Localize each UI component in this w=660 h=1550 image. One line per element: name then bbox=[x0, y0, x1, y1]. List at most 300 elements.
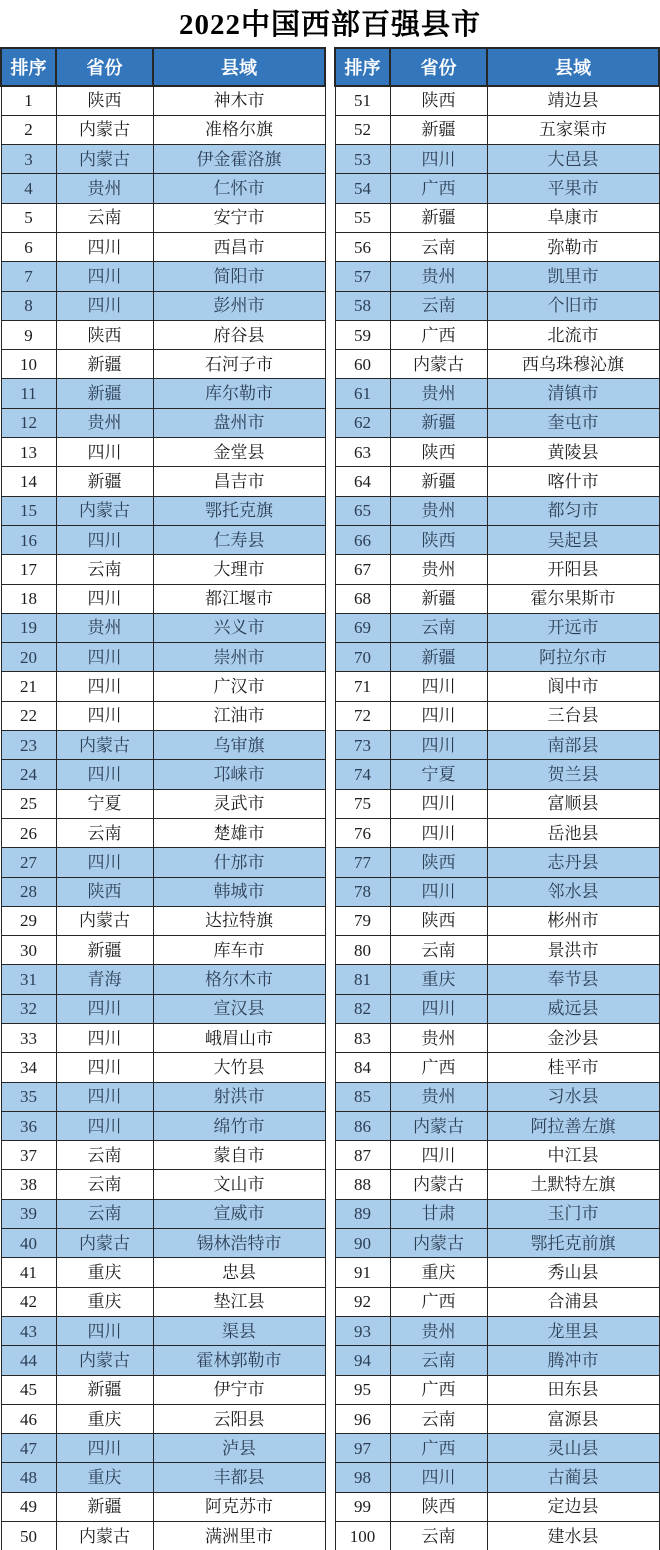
table-row bbox=[335, 232, 659, 261]
province-cell: 陕西 bbox=[390, 525, 487, 554]
province-cell: 四川 bbox=[56, 584, 153, 613]
county-cell: 三台县 bbox=[487, 701, 659, 730]
province-cell: 四川 bbox=[56, 643, 153, 672]
province-cell: 四川 bbox=[56, 1024, 153, 1053]
ranking-tables bbox=[0, 47, 660, 1550]
table-row bbox=[1, 1053, 325, 1082]
rank-cell: 51 bbox=[335, 86, 390, 115]
province-cell: 新疆 bbox=[56, 379, 153, 408]
rank-cell: 84 bbox=[335, 1053, 390, 1082]
county-cell: 鄂托克旗 bbox=[153, 496, 325, 525]
province-cell: 四川 bbox=[56, 994, 153, 1023]
county-cell: 锡林浩特市 bbox=[153, 1229, 325, 1258]
rank-cell: 46 bbox=[1, 1404, 56, 1433]
county-cell: 石河子市 bbox=[153, 350, 325, 379]
province-cell: 陕西 bbox=[390, 438, 487, 467]
county-cell: 神木市 bbox=[153, 86, 325, 115]
county-cell: 阜康市 bbox=[487, 203, 659, 232]
county-cell: 阿克苏市 bbox=[153, 1492, 325, 1521]
province-cell: 云南 bbox=[390, 291, 487, 320]
county-cell: 阆中市 bbox=[487, 672, 659, 701]
county-cell: 邻水县 bbox=[487, 877, 659, 906]
province-cell: 四川 bbox=[56, 1434, 153, 1463]
county-cell: 乌审旗 bbox=[153, 731, 325, 760]
county-cell: 都匀市 bbox=[487, 496, 659, 525]
table-row bbox=[1, 525, 325, 554]
province-cell: 广西 bbox=[390, 174, 487, 203]
rank-cell: 20 bbox=[1, 643, 56, 672]
county-cell: 霍尔果斯市 bbox=[487, 584, 659, 613]
table-row bbox=[1, 1522, 325, 1550]
rank-cell: 56 bbox=[335, 232, 390, 261]
county-cell: 桂平市 bbox=[487, 1053, 659, 1082]
province-cell: 陕西 bbox=[56, 86, 153, 115]
province-cell: 贵州 bbox=[56, 613, 153, 642]
rank-cell: 55 bbox=[335, 203, 390, 232]
county-cell: 韩城市 bbox=[153, 877, 325, 906]
county-cell: 凯里市 bbox=[487, 262, 659, 291]
table-row bbox=[1, 145, 325, 174]
table-row bbox=[1, 1346, 325, 1375]
county-cell: 伊金霍洛旗 bbox=[153, 145, 325, 174]
rank-cell: 49 bbox=[1, 1492, 56, 1521]
rank-cell: 7 bbox=[1, 262, 56, 291]
county-cell: 阿拉尔市 bbox=[487, 643, 659, 672]
table-row bbox=[1, 701, 325, 730]
province-cell: 贵州 bbox=[390, 262, 487, 291]
county-cell: 富源县 bbox=[487, 1404, 659, 1433]
county-cell: 金堂县 bbox=[153, 438, 325, 467]
county-cell: 灵山县 bbox=[487, 1434, 659, 1463]
county-cell: 鄂托克前旗 bbox=[487, 1229, 659, 1258]
table-row bbox=[1, 1229, 325, 1258]
province-cell: 四川 bbox=[56, 1082, 153, 1111]
rank-cell: 59 bbox=[335, 320, 390, 349]
county-cell: 满洲里市 bbox=[153, 1522, 325, 1550]
province-cell: 云南 bbox=[390, 1522, 487, 1550]
table-row bbox=[1, 1404, 325, 1433]
table-row bbox=[1, 818, 325, 847]
table-row bbox=[1, 174, 325, 203]
rank-cell: 2 bbox=[1, 115, 56, 144]
province-cell: 贵州 bbox=[390, 555, 487, 584]
table-row bbox=[335, 174, 659, 203]
county-cell: 开阳县 bbox=[487, 555, 659, 584]
county-cell: 楚雄市 bbox=[153, 818, 325, 847]
table-row bbox=[1, 994, 325, 1023]
table-row bbox=[335, 86, 659, 115]
province-cell: 新疆 bbox=[390, 467, 487, 496]
province-cell: 云南 bbox=[56, 555, 153, 584]
province-cell: 广西 bbox=[390, 320, 487, 349]
rank-cell: 23 bbox=[1, 731, 56, 760]
county-cell: 西昌市 bbox=[153, 232, 325, 261]
province-cell: 四川 bbox=[390, 877, 487, 906]
table-row bbox=[1, 1141, 325, 1170]
table-row bbox=[1, 379, 325, 408]
county-cell: 库尔勒市 bbox=[153, 379, 325, 408]
table-row bbox=[1, 350, 325, 379]
rank-cell: 17 bbox=[1, 555, 56, 584]
county-cell: 蒙自市 bbox=[153, 1141, 325, 1170]
county-cell: 垫江县 bbox=[153, 1287, 325, 1316]
county-cell: 仁寿县 bbox=[153, 525, 325, 554]
province-cell: 四川 bbox=[56, 701, 153, 730]
rank-cell: 57 bbox=[335, 262, 390, 291]
table-row bbox=[1, 1492, 325, 1521]
table-body-left bbox=[1, 86, 325, 1550]
rank-cell: 90 bbox=[335, 1229, 390, 1258]
rank-cell: 22 bbox=[1, 701, 56, 730]
table-row bbox=[335, 994, 659, 1023]
table-row bbox=[335, 877, 659, 906]
province-cell: 四川 bbox=[390, 145, 487, 174]
rank-cell: 9 bbox=[1, 320, 56, 349]
county-cell: 文山市 bbox=[153, 1170, 325, 1199]
rank-cell: 63 bbox=[335, 438, 390, 467]
rank-cell: 73 bbox=[335, 731, 390, 760]
rank-cell: 69 bbox=[335, 613, 390, 642]
county-cell: 彬州市 bbox=[487, 906, 659, 935]
county-cell: 绵竹市 bbox=[153, 1111, 325, 1140]
province-cell: 陕西 bbox=[390, 1492, 487, 1521]
rank-cell: 54 bbox=[335, 174, 390, 203]
province-cell: 内蒙古 bbox=[390, 1229, 487, 1258]
province-cell: 广西 bbox=[390, 1375, 487, 1404]
rank-cell: 76 bbox=[335, 818, 390, 847]
province-cell: 新疆 bbox=[56, 467, 153, 496]
table-row bbox=[1, 1463, 325, 1492]
table-row bbox=[1, 115, 325, 144]
province-cell: 四川 bbox=[56, 525, 153, 554]
county-cell: 忠县 bbox=[153, 1258, 325, 1287]
province-cell: 四川 bbox=[56, 232, 153, 261]
province-cell: 云南 bbox=[390, 613, 487, 642]
table-row bbox=[335, 701, 659, 730]
table-row bbox=[335, 438, 659, 467]
county-cell: 开远市 bbox=[487, 613, 659, 642]
province-cell: 内蒙古 bbox=[56, 1346, 153, 1375]
table-row bbox=[335, 672, 659, 701]
rank-cell: 96 bbox=[335, 1404, 390, 1433]
rank-cell: 32 bbox=[1, 994, 56, 1023]
rank-cell: 70 bbox=[335, 643, 390, 672]
province-cell: 四川 bbox=[56, 1111, 153, 1140]
county-cell: 弥勒市 bbox=[487, 232, 659, 261]
province-cell: 四川 bbox=[56, 672, 153, 701]
rank-cell: 61 bbox=[335, 379, 390, 408]
county-cell: 靖边县 bbox=[487, 86, 659, 115]
province-cell: 内蒙古 bbox=[56, 1522, 153, 1550]
rank-cell: 6 bbox=[1, 232, 56, 261]
county-cell: 云阳县 bbox=[153, 1404, 325, 1433]
county-cell: 丰都县 bbox=[153, 1463, 325, 1492]
province-cell: 新疆 bbox=[56, 350, 153, 379]
county-cell: 霍林郭勒市 bbox=[153, 1346, 325, 1375]
province-cell: 贵州 bbox=[390, 1316, 487, 1345]
rank-cell: 91 bbox=[335, 1258, 390, 1287]
table-row bbox=[335, 643, 659, 672]
rank-cell: 14 bbox=[1, 467, 56, 496]
rank-cell: 28 bbox=[1, 877, 56, 906]
province-cell: 陕西 bbox=[390, 86, 487, 115]
header-province: 省份 bbox=[390, 48, 487, 86]
province-cell: 陕西 bbox=[56, 320, 153, 349]
table-row bbox=[335, 1141, 659, 1170]
rank-cell: 33 bbox=[1, 1024, 56, 1053]
table-row bbox=[335, 760, 659, 789]
table-row bbox=[335, 965, 659, 994]
province-cell: 新疆 bbox=[390, 408, 487, 437]
header-row bbox=[335, 48, 659, 86]
province-cell: 云南 bbox=[390, 936, 487, 965]
province-cell: 贵州 bbox=[390, 1024, 487, 1053]
table-row bbox=[1, 877, 325, 906]
rank-cell: 27 bbox=[1, 848, 56, 877]
province-cell: 新疆 bbox=[56, 1492, 153, 1521]
rank-cell: 34 bbox=[1, 1053, 56, 1082]
province-cell: 四川 bbox=[390, 818, 487, 847]
province-cell: 云南 bbox=[390, 1346, 487, 1375]
rank-cell: 29 bbox=[1, 906, 56, 935]
table-row bbox=[335, 496, 659, 525]
header-row bbox=[1, 48, 325, 86]
table-row bbox=[335, 1375, 659, 1404]
table-row bbox=[335, 1404, 659, 1433]
province-cell: 重庆 bbox=[390, 1258, 487, 1287]
province-cell: 重庆 bbox=[56, 1463, 153, 1492]
table-row bbox=[1, 789, 325, 818]
table-row bbox=[1, 203, 325, 232]
county-cell: 个旧市 bbox=[487, 291, 659, 320]
rank-cell: 94 bbox=[335, 1346, 390, 1375]
rank-cell: 87 bbox=[335, 1141, 390, 1170]
province-cell: 宁夏 bbox=[56, 789, 153, 818]
county-cell: 田东县 bbox=[487, 1375, 659, 1404]
table-row bbox=[335, 320, 659, 349]
county-cell: 喀什市 bbox=[487, 467, 659, 496]
rank-cell: 42 bbox=[1, 1287, 56, 1316]
header-rank: 排序 bbox=[1, 48, 56, 86]
province-cell: 云南 bbox=[390, 232, 487, 261]
county-cell: 达拉特旗 bbox=[153, 906, 325, 935]
table-row bbox=[335, 584, 659, 613]
province-cell: 四川 bbox=[56, 1053, 153, 1082]
province-cell: 新疆 bbox=[56, 936, 153, 965]
province-cell: 四川 bbox=[56, 1316, 153, 1345]
table-row bbox=[1, 672, 325, 701]
table-row bbox=[335, 1492, 659, 1521]
table-row bbox=[335, 848, 659, 877]
rank-cell: 78 bbox=[335, 877, 390, 906]
county-cell: 合浦县 bbox=[487, 1287, 659, 1316]
county-cell: 府谷县 bbox=[153, 320, 325, 349]
county-cell: 西乌珠穆沁旗 bbox=[487, 350, 659, 379]
rank-cell: 58 bbox=[335, 291, 390, 320]
table-row bbox=[1, 643, 325, 672]
table-row bbox=[335, 408, 659, 437]
rank-cell: 48 bbox=[1, 1463, 56, 1492]
table-row bbox=[335, 1199, 659, 1228]
rank-cell: 41 bbox=[1, 1258, 56, 1287]
province-cell: 四川 bbox=[56, 848, 153, 877]
rank-cell: 1 bbox=[1, 86, 56, 115]
county-cell: 宣汉县 bbox=[153, 994, 325, 1023]
province-cell: 四川 bbox=[390, 994, 487, 1023]
province-cell: 贵州 bbox=[56, 174, 153, 203]
province-cell: 贵州 bbox=[56, 408, 153, 437]
table-row bbox=[1, 86, 325, 115]
province-cell: 新疆 bbox=[390, 643, 487, 672]
table-row bbox=[1, 291, 325, 320]
county-cell: 古蔺县 bbox=[487, 1463, 659, 1492]
county-cell: 土默特左旗 bbox=[487, 1170, 659, 1199]
county-cell: 志丹县 bbox=[487, 848, 659, 877]
rank-cell: 68 bbox=[335, 584, 390, 613]
table-row bbox=[335, 262, 659, 291]
county-cell: 盘州市 bbox=[153, 408, 325, 437]
county-cell: 贺兰县 bbox=[487, 760, 659, 789]
county-cell: 灵武市 bbox=[153, 789, 325, 818]
county-cell: 大竹县 bbox=[153, 1053, 325, 1082]
table-row bbox=[1, 438, 325, 467]
province-cell: 四川 bbox=[390, 1463, 487, 1492]
county-cell: 库车市 bbox=[153, 936, 325, 965]
province-cell: 贵州 bbox=[390, 379, 487, 408]
table-row bbox=[1, 584, 325, 613]
county-cell: 玉门市 bbox=[487, 1199, 659, 1228]
rank-cell: 77 bbox=[335, 848, 390, 877]
rank-cell: 60 bbox=[335, 350, 390, 379]
table-row bbox=[1, 320, 325, 349]
county-cell: 准格尔旗 bbox=[153, 115, 325, 144]
header-rank: 排序 bbox=[335, 48, 390, 86]
rank-cell: 100 bbox=[335, 1522, 390, 1550]
province-cell: 四川 bbox=[56, 438, 153, 467]
rank-cell: 64 bbox=[335, 467, 390, 496]
rank-cell: 24 bbox=[1, 760, 56, 789]
rank-cell: 83 bbox=[335, 1024, 390, 1053]
rank-cell: 39 bbox=[1, 1199, 56, 1228]
table-row bbox=[335, 731, 659, 760]
table-row bbox=[1, 1434, 325, 1463]
rank-cell: 35 bbox=[1, 1082, 56, 1111]
province-cell: 四川 bbox=[390, 701, 487, 730]
county-cell: 吴起县 bbox=[487, 525, 659, 554]
county-cell: 定边县 bbox=[487, 1492, 659, 1521]
table-body-right bbox=[335, 86, 659, 1550]
table-row bbox=[1, 760, 325, 789]
province-cell: 贵州 bbox=[390, 1082, 487, 1111]
province-cell: 内蒙古 bbox=[56, 496, 153, 525]
province-cell: 内蒙古 bbox=[390, 1170, 487, 1199]
table-row bbox=[1, 1316, 325, 1345]
rank-cell: 13 bbox=[1, 438, 56, 467]
table-row bbox=[335, 818, 659, 847]
province-cell: 宁夏 bbox=[390, 760, 487, 789]
table-row bbox=[335, 115, 659, 144]
rank-cell: 25 bbox=[1, 789, 56, 818]
rank-cell: 52 bbox=[335, 115, 390, 144]
rank-cell: 18 bbox=[1, 584, 56, 613]
province-cell: 内蒙古 bbox=[390, 1111, 487, 1140]
province-cell: 新疆 bbox=[390, 203, 487, 232]
province-cell: 四川 bbox=[56, 760, 153, 789]
county-cell: 富顺县 bbox=[487, 789, 659, 818]
county-cell: 黄陵县 bbox=[487, 438, 659, 467]
rank-cell: 31 bbox=[1, 965, 56, 994]
county-cell: 广汉市 bbox=[153, 672, 325, 701]
rank-cell: 45 bbox=[1, 1375, 56, 1404]
county-cell: 峨眉山市 bbox=[153, 1024, 325, 1053]
rank-cell: 85 bbox=[335, 1082, 390, 1111]
rank-cell: 95 bbox=[335, 1375, 390, 1404]
rank-cell: 62 bbox=[335, 408, 390, 437]
table-row bbox=[1, 1170, 325, 1199]
rank-cell: 21 bbox=[1, 672, 56, 701]
county-cell: 大理市 bbox=[153, 555, 325, 584]
county-cell: 兴义市 bbox=[153, 613, 325, 642]
rank-cell: 98 bbox=[335, 1463, 390, 1492]
rank-cell: 66 bbox=[335, 525, 390, 554]
province-cell: 广西 bbox=[390, 1053, 487, 1082]
rank-cell: 93 bbox=[335, 1316, 390, 1345]
table-row bbox=[335, 525, 659, 554]
county-cell: 大邑县 bbox=[487, 145, 659, 174]
province-cell: 四川 bbox=[390, 789, 487, 818]
table-row bbox=[335, 350, 659, 379]
county-cell: 岳池县 bbox=[487, 818, 659, 847]
province-cell: 云南 bbox=[56, 1141, 153, 1170]
province-cell: 内蒙古 bbox=[56, 1229, 153, 1258]
table-row bbox=[1, 467, 325, 496]
province-cell: 内蒙古 bbox=[56, 145, 153, 174]
county-cell: 清镇市 bbox=[487, 379, 659, 408]
rank-cell: 37 bbox=[1, 1141, 56, 1170]
province-cell: 四川 bbox=[390, 672, 487, 701]
county-cell: 建水县 bbox=[487, 1522, 659, 1550]
county-cell: 昌吉市 bbox=[153, 467, 325, 496]
county-cell: 威远县 bbox=[487, 994, 659, 1023]
county-cell: 伊宁市 bbox=[153, 1375, 325, 1404]
county-cell: 阿拉善左旗 bbox=[487, 1111, 659, 1140]
table-row bbox=[335, 1434, 659, 1463]
province-cell: 青海 bbox=[56, 965, 153, 994]
county-cell: 格尔木市 bbox=[153, 965, 325, 994]
county-cell: 什邡市 bbox=[153, 848, 325, 877]
province-cell: 云南 bbox=[56, 203, 153, 232]
county-cell: 奉节县 bbox=[487, 965, 659, 994]
ranking-table-left bbox=[0, 47, 326, 1550]
table-row bbox=[335, 1522, 659, 1550]
table-row bbox=[335, 936, 659, 965]
rank-cell: 97 bbox=[335, 1434, 390, 1463]
rank-cell: 88 bbox=[335, 1170, 390, 1199]
province-cell: 陕西 bbox=[56, 877, 153, 906]
county-cell: 仁怀市 bbox=[153, 174, 325, 203]
rank-cell: 81 bbox=[335, 965, 390, 994]
rank-cell: 38 bbox=[1, 1170, 56, 1199]
table-row bbox=[335, 1316, 659, 1345]
table-row bbox=[335, 789, 659, 818]
province-cell: 新疆 bbox=[390, 584, 487, 613]
county-cell: 宣威市 bbox=[153, 1199, 325, 1228]
table-row bbox=[1, 1287, 325, 1316]
table-row bbox=[1, 1375, 325, 1404]
province-cell: 陕西 bbox=[390, 848, 487, 877]
rank-cell: 71 bbox=[335, 672, 390, 701]
county-cell: 奎屯市 bbox=[487, 408, 659, 437]
